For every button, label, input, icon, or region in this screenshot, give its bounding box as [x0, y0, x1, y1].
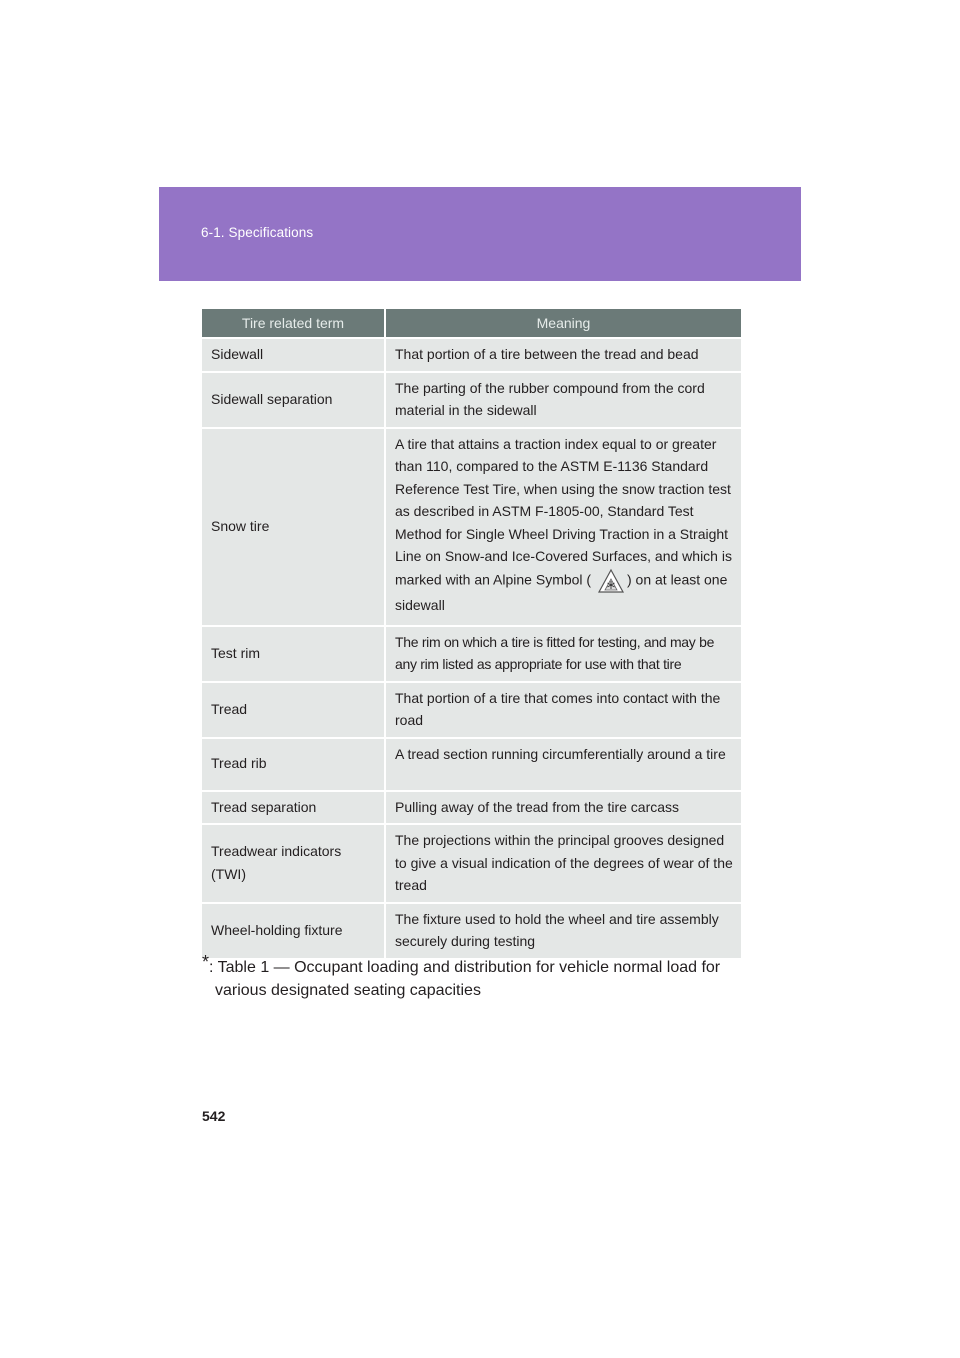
- term-cell: Sidewall separation: [202, 373, 386, 427]
- term-cell: Test rim: [202, 627, 386, 681]
- table-row: [202, 627, 741, 681]
- footnote-line-1: : Table 1 — Occupant loading and distribution for vehicle normal load for: [209, 959, 721, 976]
- term-cell: Wheel-holding fixture: [202, 904, 386, 958]
- table-row: [202, 739, 741, 790]
- meaning-text-end: ) on at least one sidewall: [395, 571, 728, 614]
- section-header-band: [159, 187, 801, 281]
- table-row: [202, 825, 741, 902]
- table-header-row: [202, 309, 741, 337]
- term-cell: Tread rib: [202, 739, 386, 790]
- term-cell: Sidewall: [202, 339, 386, 371]
- meaning-cell: That portion of a tire that comes into contact with the road: [386, 683, 741, 737]
- column-header-meaning: Meaning: [386, 309, 741, 337]
- footnote-marker: *: [202, 952, 210, 972]
- table-footnote: [202, 952, 742, 1002]
- column-header-term: Tire related term: [202, 309, 386, 337]
- meaning-cell: The projections within the principal grooves designed to give a visual indication of the degrees of wear of the tread: [386, 825, 741, 902]
- alpine-symbol-icon: [597, 568, 625, 594]
- term-cell: Snow tire: [202, 429, 386, 625]
- page-number: 542: [202, 1108, 226, 1124]
- term-cell: Treadwear indicators (TWI): [202, 825, 386, 902]
- table-row: [202, 339, 741, 371]
- meaning-text: A tire that attains a traction index equal to or greater than 110, compared to the ASTM E-1136 Standard Reference Test Tire, when using the snow traction test as described in ASTM F-1805-00, Standard Test Method for Single Wheel Driving Traction in a Straight Line on Snow-and Ice-Covered Surfaces, and which is marked with an Alpine Symbol (: [395, 435, 732, 588]
- footnote-line-2: various designated seating capacities: [215, 982, 481, 999]
- meaning-cell: That portion of a tire between the tread and bead: [386, 339, 741, 371]
- table-row: [202, 683, 741, 737]
- meaning-cell: The fixture used to hold the wheel and tire assembly securely during testing: [386, 904, 741, 958]
- term-cell: Tread separation: [202, 792, 386, 824]
- table-row: [202, 373, 741, 427]
- table-row: [202, 904, 741, 958]
- table-row: [202, 792, 741, 824]
- term-cell: Tread: [202, 683, 386, 737]
- meaning-cell: A tread section running circumferentially around a tire: [386, 739, 741, 790]
- section-title: 6-1. Specifications: [201, 225, 314, 240]
- meaning-cell: Pulling away of the tread from the tire carcass: [386, 792, 741, 824]
- meaning-cell: The parting of the rubber compound from the cord material in the sidewall: [386, 373, 741, 427]
- meaning-cell: [386, 429, 741, 625]
- meaning-cell: The rim on which a tire is fitted for testing, and may be any rim listed as appropriate for use with that tire: [386, 627, 741, 681]
- table-row: [202, 429, 741, 625]
- tire-terms-table: [202, 307, 741, 960]
